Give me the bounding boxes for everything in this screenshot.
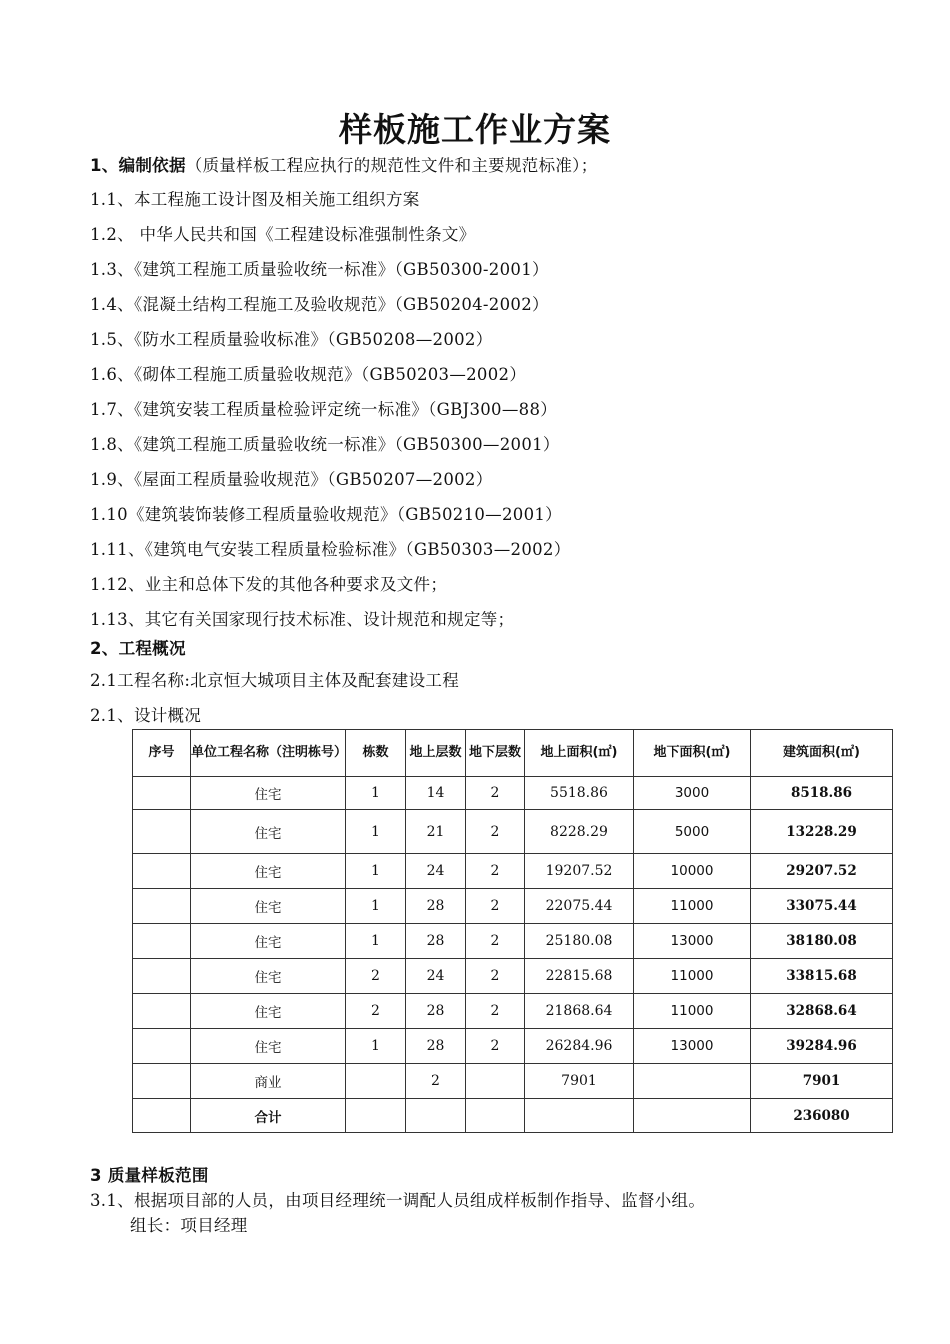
table-cell: 14 <box>406 777 466 810</box>
section3-item: 3.1、根据项目部的人员，由项目经理统一调配人员组成样板制作指导、监督小组。 <box>90 1191 706 1210</box>
table-cell <box>133 924 191 959</box>
table-cell: 5000 <box>634 810 751 854</box>
table-cell: 商业 <box>191 1064 346 1099</box>
table-cell: 住宅 <box>191 1029 346 1064</box>
header-cell: 地上面积(㎡) <box>525 730 634 777</box>
table-cell: 19207.52 <box>525 854 634 889</box>
table-row <box>133 777 893 810</box>
table-cell: 22815.68 <box>525 959 634 994</box>
table-cell <box>406 1099 466 1133</box>
table-cell: 5518.86 <box>525 777 634 810</box>
table-row <box>133 994 893 1029</box>
table-cell: 住宅 <box>191 889 346 924</box>
table-cell: 8518.86 <box>751 777 893 810</box>
table-row <box>133 1029 893 1064</box>
table-cell <box>346 1064 406 1099</box>
table-cell: 28 <box>406 889 466 924</box>
table-cell <box>133 889 191 924</box>
header-cell: 地上层数 <box>406 730 466 777</box>
table-cell: 7901 <box>751 1064 893 1099</box>
section1-heading-note: （质量样板工程应执行的规范性文件和主要规范标准）； <box>185 156 598 175</box>
table-cell <box>133 854 191 889</box>
basis-item: 1.13、其它有关国家现行技术标准、设计规范和规定等； <box>90 610 515 629</box>
document-title: 样板施工作业方案 <box>339 110 611 149</box>
design-overview-label: 2.1、设计概况 <box>90 706 202 725</box>
table-cell: 13228.29 <box>751 810 893 854</box>
table-cell <box>133 777 191 810</box>
table-cell: 24 <box>406 959 466 994</box>
table-cell <box>466 1064 525 1099</box>
table-cell: 住宅 <box>191 854 346 889</box>
table-cell <box>634 1064 751 1099</box>
header-cell: 栋数 <box>346 730 406 777</box>
table-cell: 28 <box>406 994 466 1029</box>
table-row <box>133 889 893 924</box>
table-cell <box>634 1099 751 1133</box>
table-cell: 2 <box>466 810 525 854</box>
table-row <box>133 854 893 889</box>
table-header-row <box>133 730 893 777</box>
project-name: 2.1工程名称:北京恒大城项目主体及配套建设工程 <box>90 671 459 690</box>
table-cell <box>133 959 191 994</box>
table-cell: 2 <box>466 994 525 1029</box>
basis-item: 1.7、《建筑安装工程质量检验评定统一标准》（GBJ300—88） <box>90 400 558 419</box>
basis-item: 1.1、本工程施工设计图及相关施工组织方案 <box>90 190 420 209</box>
basis-item: 1.10《建筑装饰装修工程质量验收规范》（GB50210—2001） <box>90 505 562 524</box>
table-cell <box>133 1029 191 1064</box>
table-cell: 3000 <box>634 777 751 810</box>
table-cell: 2 <box>466 889 525 924</box>
basis-item: 1.3、《建筑工程施工质量验收统一标准》（GB50300-2001） <box>90 260 549 279</box>
table-cell: 1 <box>346 889 406 924</box>
table-cell: 28 <box>406 924 466 959</box>
team-leader: 组长：项目经理 <box>130 1216 248 1235</box>
table-cell <box>133 1064 191 1099</box>
table-cell: 11000 <box>634 959 751 994</box>
table-cell <box>133 810 191 854</box>
table-cell: 21868.64 <box>525 994 634 1029</box>
basis-item: 1.9、《屋面工程质量验收规范》（GB50207—2002） <box>90 470 493 489</box>
table-cell: 38180.08 <box>751 924 893 959</box>
table-cell: 28 <box>406 1029 466 1064</box>
table-cell: 住宅 <box>191 924 346 959</box>
table-cell: 33075.44 <box>751 889 893 924</box>
table-cell: 25180.08 <box>525 924 634 959</box>
table-cell: 11000 <box>634 889 751 924</box>
table-cell <box>133 1099 191 1133</box>
table-cell: 2 <box>466 1029 525 1064</box>
table-cell: 7901 <box>525 1064 634 1099</box>
basis-item: 1.4、《混凝土结构工程施工及验收规范》（GB50204-2002） <box>90 295 549 314</box>
table-cell: 26284.96 <box>525 1029 634 1064</box>
table-row <box>133 924 893 959</box>
table-cell <box>525 1099 634 1133</box>
table-cell: 22075.44 <box>525 889 634 924</box>
table-cell: 2 <box>466 924 525 959</box>
basis-item: 1.6、《砌体工程施工质量验收规范》（GB50203—2002） <box>90 365 527 384</box>
table-cell: 合计 <box>191 1099 346 1133</box>
header-cell: 地下层数 <box>466 730 525 777</box>
table-cell: 住宅 <box>191 959 346 994</box>
header-cell: 序号 <box>133 730 191 777</box>
basis-item: 1.11、《建筑电气安装工程质量检验标准》（GB50303—2002） <box>90 540 571 559</box>
table-row <box>133 1064 893 1099</box>
table-cell: 住宅 <box>191 777 346 810</box>
table-cell: 住宅 <box>191 994 346 1029</box>
table-cell: 2 <box>466 777 525 810</box>
table-cell: 2 <box>346 994 406 1029</box>
table-cell: 2 <box>346 959 406 994</box>
table-cell: 1 <box>346 1029 406 1064</box>
table-cell <box>346 1099 406 1133</box>
table-cell: 1 <box>346 777 406 810</box>
table-cell: 39284.96 <box>751 1029 893 1064</box>
table-cell: 11000 <box>634 994 751 1029</box>
header-cell: 地下面积(㎡) <box>634 730 751 777</box>
table-cell: 236080 <box>751 1099 893 1133</box>
table-cell: 13000 <box>634 924 751 959</box>
table-cell: 33815.68 <box>751 959 893 994</box>
basis-item: 1.2、 中华人民共和国《工程建设标准强制性条文》 <box>90 225 476 244</box>
section2-heading: 2、工程概况 <box>90 639 186 658</box>
table-cell: 2 <box>466 959 525 994</box>
header-cell: 单位工程名称（注明栋号） <box>191 730 346 777</box>
section1-heading: 1、编制依据 <box>90 156 186 175</box>
table-cell: 1 <box>346 854 406 889</box>
table-row <box>133 959 893 994</box>
table-cell: 29207.52 <box>751 854 893 889</box>
basis-item: 1.12、业主和总体下发的其他各种要求及文件； <box>90 575 448 594</box>
table-cell: 21 <box>406 810 466 854</box>
table-cell: 8228.29 <box>525 810 634 854</box>
table-row <box>133 810 893 854</box>
table-cell: 32868.64 <box>751 994 893 1029</box>
table-cell: 13000 <box>634 1029 751 1064</box>
design-overview-table <box>132 729 893 1133</box>
table-cell: 10000 <box>634 854 751 889</box>
table-cell: 24 <box>406 854 466 889</box>
table-total-row <box>133 1099 893 1133</box>
section1-heading-line <box>90 152 598 176</box>
section3-heading: 3 质量样板范围 <box>90 1166 209 1185</box>
table-cell <box>466 1099 525 1133</box>
table-cell: 1 <box>346 924 406 959</box>
basis-item: 1.8、《建筑工程施工质量验收统一标准》（GB50300—2001） <box>90 435 560 454</box>
table-cell: 2 <box>466 854 525 889</box>
header-cell: 建筑面积(㎡) <box>751 730 893 777</box>
table-cell: 1 <box>346 810 406 854</box>
table-cell <box>133 994 191 1029</box>
basis-item: 1.5、《防水工程质量验收标准》（GB50208—2002） <box>90 330 493 349</box>
table-cell: 住宅 <box>191 810 346 854</box>
table-cell: 2 <box>406 1064 466 1099</box>
